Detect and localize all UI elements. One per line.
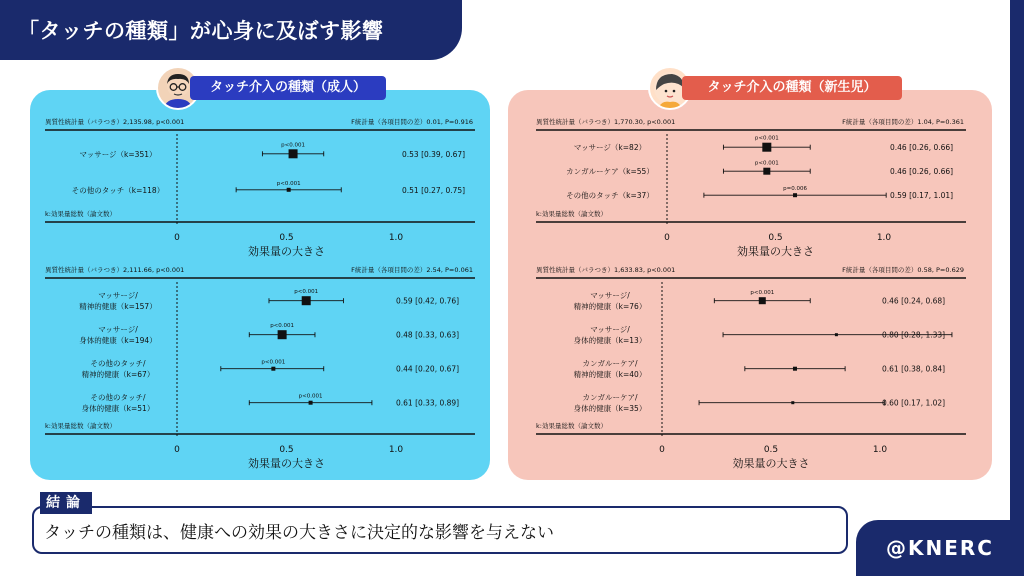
- row-label: その他のタッチ/: [90, 359, 146, 369]
- point-estimate-marker: [309, 401, 313, 405]
- point-estimate-marker: [759, 297, 766, 304]
- p-value-label: p<0.001: [261, 359, 286, 366]
- p-value-label: p<0.001: [754, 160, 779, 167]
- point-estimate-marker: [289, 149, 298, 158]
- page-title: 「タッチの種類」が心身に及ぼす影響: [18, 19, 384, 43]
- heterogeneity-stat: 異質性統計量（バラつき）1,633.83, p<0.001: [536, 266, 676, 274]
- x-tick-label: 0.5: [279, 233, 294, 243]
- f-statistic: F統計量（各項目間の差）0.01, P=0.916: [351, 118, 473, 126]
- effect-ci-label: 0.46 [0.26, 0.66]: [890, 167, 954, 177]
- effect-ci-label: 0.51 [0.27, 0.75]: [402, 185, 466, 195]
- conclusion-label: 結論: [40, 492, 92, 514]
- p-value-label: p<0.001: [281, 142, 305, 149]
- x-tick-label: 0: [659, 445, 665, 455]
- row-label: その他のタッチ/: [90, 393, 146, 403]
- x-tick-label: 0.5: [279, 445, 294, 455]
- p-value-label: p=0.006: [783, 186, 807, 193]
- effect-ci-label: 0.59 [0.17, 1.01]: [890, 191, 954, 201]
- conclusion-text: タッチの種類は、健康への効果の大きさに決定的な影響を与えない: [44, 523, 554, 543]
- row-label: 身体的健康（k=194）: [79, 336, 157, 346]
- x-axis-label: 効果量の大きさ: [248, 245, 325, 258]
- row-label: マッサージ/: [590, 291, 630, 301]
- heterogeneity-stat: 異質性統計量（バラつき）2,135.98, p<0.001: [45, 118, 185, 126]
- f-statistic: F統計量（各項目間の差）2.54, P=0.061: [351, 266, 473, 274]
- p-value-label: p<0.001: [750, 290, 775, 297]
- row-label: カンガルーケア/: [582, 359, 638, 369]
- x-tick-label: 1.0: [872, 445, 888, 455]
- row-label: 身体的健康（k=13）: [573, 336, 647, 346]
- k-note: k:効果量総数（論文数）: [536, 422, 607, 430]
- x-axis-label: 効果量の大きさ: [737, 245, 814, 258]
- row-label: 精神的健康（k=40）: [573, 370, 647, 380]
- point-estimate-marker: [763, 168, 770, 175]
- x-tick-label: 0.5: [768, 233, 783, 243]
- row-label: マッサージ/: [98, 325, 138, 335]
- p-value-label: p<0.001: [276, 180, 301, 187]
- point-estimate-marker: [278, 330, 287, 339]
- effect-ci-label: 0.80 [0.28, 1.33]: [882, 330, 946, 340]
- point-estimate-marker: [835, 333, 838, 336]
- p-value-label: p<0.001: [294, 289, 319, 296]
- x-tick-label: 0.5: [763, 445, 779, 455]
- point-estimate-marker: [793, 367, 797, 371]
- x-tick-label: 0: [664, 233, 670, 243]
- brand-tab: [856, 520, 1024, 576]
- row-label: カンガルーケア（k=55）: [566, 167, 654, 177]
- row-label: 精神的健康（k=76）: [573, 302, 647, 312]
- effect-ci-label: 0.60 [0.17, 1.02]: [882, 398, 946, 408]
- k-note: k:効果量総数（論文数）: [536, 210, 607, 218]
- point-estimate-marker: [762, 143, 771, 152]
- x-tick-label: 1.0: [876, 233, 892, 243]
- effect-ci-label: 0.53 [0.39, 0.67]: [402, 149, 466, 159]
- row-label: マッサージ/: [590, 325, 630, 335]
- f-statistic: F統計量（各項目間の差）1.04, P=0.361: [842, 118, 964, 126]
- effect-ci-label: 0.44 [0.20, 0.67]: [396, 364, 460, 374]
- x-axis-label: 効果量の大きさ: [248, 457, 325, 470]
- heterogeneity-stat: 異質性統計量（バラつき）2,111.66, p<0.001: [45, 266, 185, 274]
- x-tick-label: 0: [174, 233, 180, 243]
- p-value-label: p<0.001: [754, 135, 779, 142]
- row-label: 精神的健康（k=157）: [79, 302, 157, 312]
- point-estimate-marker: [287, 188, 291, 192]
- k-note: k:効果量総数（論文数）: [45, 210, 116, 218]
- row-label: カンガルーケア/: [582, 393, 638, 403]
- x-axis-label: 効果量の大きさ: [732, 457, 810, 470]
- row-label: マッサージ（k=82）: [573, 143, 647, 153]
- point-estimate-marker: [271, 367, 275, 371]
- x-tick-label: 0: [174, 445, 180, 455]
- x-tick-label: 1.0: [388, 445, 404, 455]
- row-label: 身体的健康（k=35）: [573, 404, 647, 414]
- row-label: その他のタッチ（k=37）: [566, 191, 654, 201]
- row-label: マッサージ/: [98, 291, 138, 301]
- adult-panel-header: タッチ介入の種類（成人）: [190, 76, 386, 100]
- row-label: 身体的健康（k=51）: [81, 404, 155, 414]
- heterogeneity-stat: 異質性統計量（バラつき）1,770.30, p<0.001: [536, 118, 676, 126]
- p-value-label: p<0.001: [270, 323, 295, 330]
- p-value-label: p<0.001: [298, 393, 323, 400]
- conclusion-box: [32, 506, 848, 554]
- row-label: その他のタッチ（k=118）: [71, 185, 165, 195]
- row-label: マッサージ（k=351）: [79, 149, 157, 159]
- infant-panel-header: タッチ介入の種類（新生児）: [682, 76, 902, 100]
- effect-ci-label: 0.59 [0.42, 0.76]: [396, 296, 460, 306]
- effect-ci-label: 0.61 [0.38, 0.84]: [882, 364, 946, 374]
- k-note: k:効果量総数（論文数）: [45, 422, 116, 430]
- effect-ci-label: 0.46 [0.26, 0.66]: [890, 143, 954, 153]
- point-estimate-marker: [302, 296, 311, 305]
- effect-ci-label: 0.46 [0.24, 0.68]: [882, 296, 946, 306]
- effect-ci-label: 0.48 [0.33, 0.63]: [396, 330, 460, 340]
- brand-handle: @KNERC: [886, 536, 994, 560]
- x-tick-label: 1.0: [388, 233, 404, 243]
- point-estimate-marker: [793, 193, 797, 197]
- effect-ci-label: 0.61 [0.33, 0.89]: [396, 398, 460, 408]
- point-estimate-marker: [791, 401, 794, 404]
- row-label: 精神的健康（k=67）: [81, 370, 155, 380]
- f-statistic: F統計量（各項目間の差）0.58, P=0.629: [842, 266, 964, 274]
